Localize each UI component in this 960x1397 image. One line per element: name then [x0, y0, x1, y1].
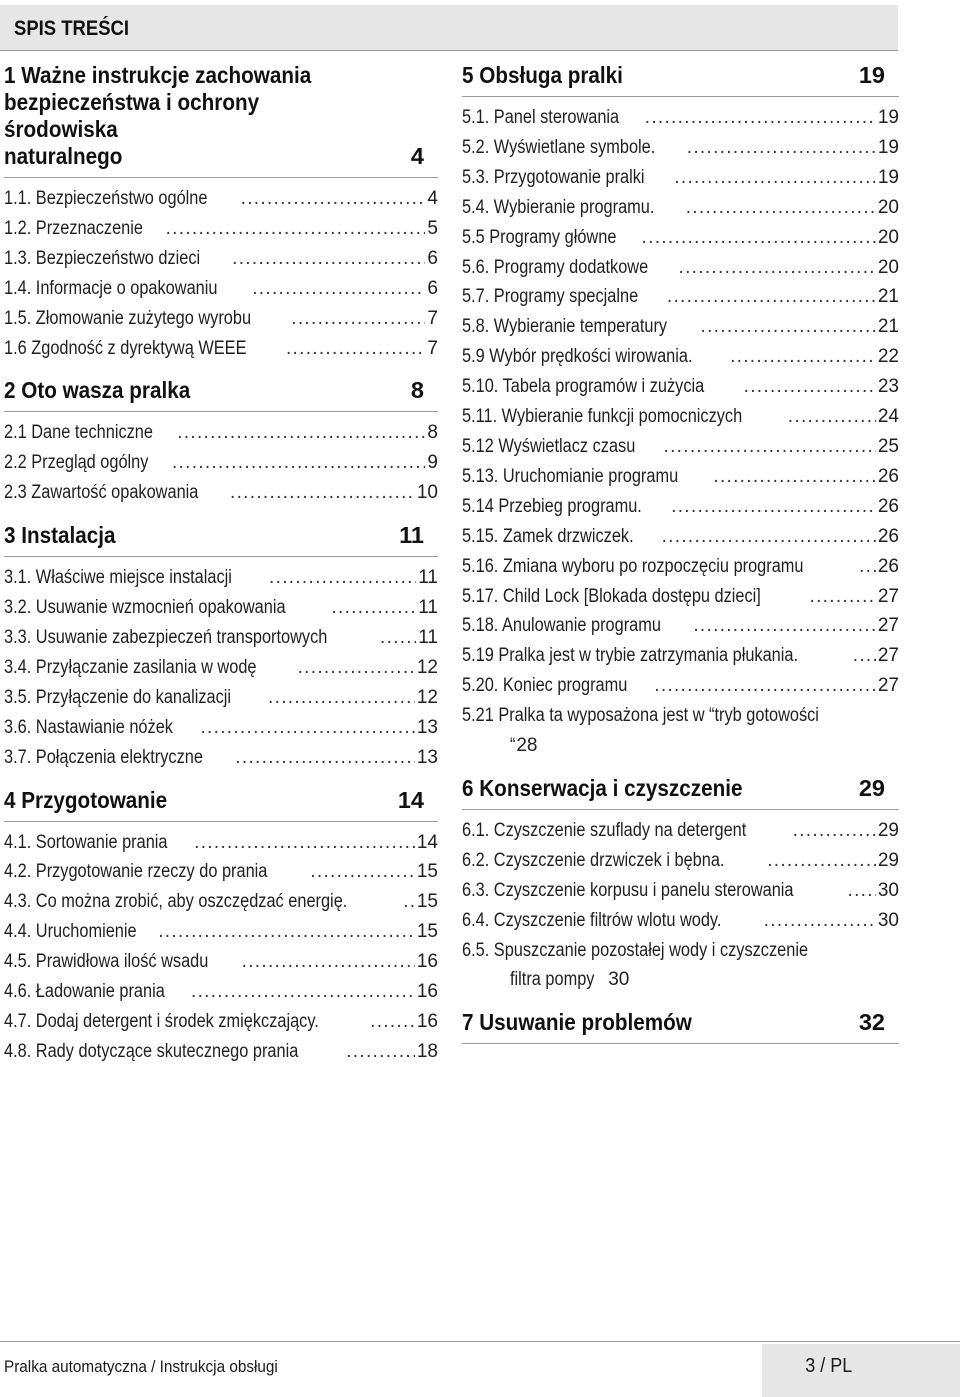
entry-label: 1.3. Bezpieczeństwo dzieci — [4, 247, 201, 269]
entry-page-number: 19 — [877, 166, 899, 188]
toc-entry[interactable] — [4, 917, 438, 947]
dot-leader — [679, 253, 876, 283]
toc-entry[interactable] — [462, 816, 899, 846]
entry-page-number: 25 — [877, 435, 899, 457]
section-heading[interactable] — [462, 1009, 899, 1044]
entry-page-number: 13 — [416, 746, 438, 768]
entry-label: 4.2. Przygotowanie rzeczy do prania — [4, 861, 268, 883]
entry-page-number: 29 — [877, 849, 899, 871]
section-title: 6 Konserwacja i czyszczenie — [462, 774, 743, 801]
entry-page-number: 15 — [416, 891, 438, 913]
entry-page-number: 16 — [416, 951, 438, 973]
toc-entry[interactable] — [462, 462, 899, 492]
toc-entry[interactable] — [4, 653, 438, 683]
toc-entry[interactable] — [4, 184, 438, 214]
entry-page-number: 30 — [877, 909, 899, 931]
dot-leader — [370, 1007, 415, 1037]
dot-leader — [767, 846, 876, 876]
entry-label: 5.4. Wybieranie programu. — [462, 196, 655, 218]
entry-page-number: 13 — [416, 716, 438, 738]
entry-page-number: 19 — [877, 136, 899, 158]
toc-entry[interactable] — [4, 448, 438, 478]
section-title: 4 Przygotowanie — [4, 786, 168, 813]
toc-entry[interactable] — [462, 552, 899, 582]
entry-label: 4.5. Prawidłowa ilość wsadu — [4, 951, 209, 973]
dot-leader — [667, 282, 876, 312]
entry-label: 1.6 Zgodność z dyrektywą WEEE — [4, 337, 247, 359]
toc-entry[interactable] — [462, 701, 899, 761]
entry-page-number: 14 — [416, 831, 438, 853]
entry-page-number: 11 — [418, 597, 438, 619]
toc-entry[interactable] — [4, 713, 438, 743]
dot-leader — [310, 857, 415, 887]
entry-page-number: 5 — [427, 217, 438, 239]
entry-page-number: 21 — [877, 286, 899, 308]
entry-page-number: 29 — [877, 819, 899, 841]
dot-leader — [232, 244, 425, 274]
toc-title: SPIS TREŚCI — [14, 17, 130, 40]
entry-page-number: 30 — [608, 969, 630, 991]
toc-right-column — [462, 62, 899, 1058]
footer-divider — [0, 1341, 960, 1342]
dot-leader — [194, 828, 415, 858]
entry-page-number: 4 — [427, 188, 438, 209]
toc-entry[interactable] — [462, 282, 899, 312]
toc-section — [4, 522, 438, 772]
dot-leader — [242, 947, 415, 977]
toc-section — [4, 787, 438, 1067]
entry-label: 5.3. Przygotowanie pralki — [462, 166, 645, 188]
footer-page-box — [762, 1344, 960, 1397]
toc-entry[interactable] — [4, 743, 438, 773]
entry-page-number: 30 — [877, 879, 899, 901]
toc-entry[interactable] — [4, 977, 438, 1007]
toc-entry[interactable] — [4, 947, 438, 977]
toc-entry[interactable] — [462, 253, 899, 283]
dot-leader — [847, 876, 875, 906]
toc-entry[interactable] — [462, 522, 899, 552]
toc-section — [4, 62, 438, 363]
section-heading[interactable] — [462, 775, 899, 810]
entry-label-continued: “ — [510, 735, 516, 757]
dot-leader — [687, 133, 876, 163]
entry-page-number: 19 — [877, 107, 899, 128]
dot-leader — [810, 582, 876, 612]
footer-page-number: 3 / PL — [804, 1355, 852, 1377]
dot-leader — [642, 223, 876, 253]
entry-page-number: 26 — [877, 465, 899, 487]
toc-entry[interactable] — [462, 342, 899, 372]
entry-page-number: 20 — [877, 256, 899, 278]
toc-entry[interactable] — [4, 1007, 438, 1037]
section-heading[interactable] — [4, 787, 438, 822]
toc-entry[interactable] — [462, 492, 899, 522]
entry-page-number: 26 — [877, 495, 899, 517]
dot-leader — [764, 906, 876, 936]
entry-label: 5.8. Wybieranie temperatury — [462, 316, 668, 338]
dot-leader — [191, 977, 415, 1007]
section-page-number: 8 — [410, 377, 424, 404]
entry-label: 2.3 Zawartość opakowania — [4, 482, 199, 504]
entry-page-number: 22 — [877, 346, 899, 368]
entry-label: 4.7. Dodaj detergent i środek zmiękczający. — [4, 1010, 319, 1032]
entry-page-number: 26 — [877, 525, 899, 547]
toc-header-bar — [0, 5, 898, 51]
toc-entry[interactable] — [4, 563, 438, 593]
entry-label: 6.3. Czyszczenie korpusu i panelu sterowania — [462, 879, 794, 901]
toc-entry[interactable] — [462, 611, 899, 641]
entry-page-number: 15 — [416, 861, 438, 883]
toc-entry[interactable] — [4, 623, 438, 653]
section-title: 3 Instalacja — [4, 522, 116, 549]
toc-entry[interactable] — [4, 334, 438, 364]
entry-label: 6.1. Czyszczenie szuflady na detergent — [462, 819, 747, 841]
dot-leader — [686, 193, 876, 223]
toc-entry[interactable] — [462, 103, 899, 133]
entry-page-number: 18 — [416, 1040, 438, 1062]
toc-entry[interactable] — [4, 214, 438, 244]
dot-leader — [671, 492, 876, 522]
toc-section — [462, 775, 899, 995]
section-page-number: 11 — [399, 522, 424, 549]
section-title: 5 Obsługa pralki — [462, 62, 623, 88]
toc-entry[interactable] — [462, 936, 899, 996]
dot-leader — [380, 623, 416, 653]
dot-leader — [793, 816, 876, 846]
entry-page-number: 21 — [877, 316, 899, 338]
section-page-number: 19 — [858, 62, 885, 88]
entry-page-number: 28 — [516, 735, 538, 757]
dot-leader — [693, 611, 876, 641]
entry-page-number: 27 — [877, 675, 899, 697]
entry-label: 5.11. Wybieranie funkcji pomocniczych — [462, 406, 743, 428]
entry-page-number: 6 — [427, 277, 438, 299]
entry-label: 6.4. Czyszczenie filtrów wlotu wody. — [462, 909, 722, 931]
entry-label: 5.19 Pralka jest w trybie zatrzymania płukania. — [462, 645, 799, 667]
toc-entry[interactable] — [462, 671, 899, 701]
entry-page-number: 26 — [877, 555, 899, 577]
entry-page-number: 12 — [416, 686, 438, 708]
entry-label: 5.6. Programy dodatkowe — [462, 256, 649, 278]
entry-label: 1.4. Informacje o opakowaniu — [4, 277, 218, 299]
toc-entry[interactable] — [462, 641, 899, 671]
entry-label: 5.16. Zmiana wyboru po rozpoczęciu programu — [462, 555, 804, 577]
entry-page-number: 9 — [427, 452, 438, 474]
toc-entry[interactable] — [462, 312, 899, 342]
entry-label: 5.12 Wyświetlacz czasu — [462, 435, 636, 457]
entry-label: 3.3. Usuwanie zabezpieczeń transportowych — [4, 626, 328, 648]
dot-leader — [744, 372, 876, 402]
toc-entry[interactable] — [462, 163, 899, 193]
dot-leader — [403, 887, 415, 917]
dot-leader — [346, 1037, 415, 1067]
toc-entry[interactable] — [4, 887, 438, 917]
dot-leader — [331, 593, 416, 623]
section-title: 7 Usuwanie problemów — [462, 1009, 692, 1036]
dot-leader — [645, 103, 876, 133]
entry-label: 5.20. Koniec programu — [462, 675, 628, 697]
dot-leader — [172, 448, 425, 478]
entry-page-number: 7 — [427, 307, 438, 329]
toc-left-column — [4, 62, 438, 1081]
section-title: 2 Oto wasza pralka — [4, 377, 191, 404]
entry-label: 6.2. Czyszczenie drzwiczek i bębna. — [462, 849, 725, 871]
entry-label: 5.13. Uruchomianie programu — [462, 465, 679, 487]
entry-page-number: 8 — [427, 422, 438, 444]
dot-leader — [654, 671, 876, 701]
section-page-number: 29 — [858, 774, 885, 801]
entry-continuation — [462, 965, 899, 995]
entry-label: 3.5. Przyłączenie do kanalizacji — [4, 686, 232, 708]
entry-page-number: 10 — [416, 482, 438, 504]
footer-document-title: Pralka automatyczna / Instrukcja obsługi — [4, 1357, 278, 1376]
dot-leader — [269, 563, 416, 593]
dot-leader — [662, 522, 876, 552]
entry-label: 2.1 Dane techniczne — [4, 422, 153, 444]
toc-entry[interactable] — [462, 876, 899, 906]
dot-leader — [853, 641, 876, 671]
toc-entry[interactable] — [462, 223, 899, 253]
entry-label: 3.4. Przyłączanie zasilania w wodę — [4, 656, 257, 678]
section-heading[interactable] — [4, 62, 438, 178]
section-title: 1 Ważne instrukcje zachowania bezpieczeństwa i ochrony środowiska naturalnego — [4, 62, 312, 169]
dot-leader — [241, 184, 426, 214]
entry-label: 5.10. Tabela programów i zużycia — [462, 376, 705, 398]
entry-label-continued: filtra pompy — [510, 969, 595, 991]
entry-page-number: 27 — [877, 585, 899, 607]
toc-entry[interactable] — [462, 372, 899, 402]
toc-entry[interactable] — [4, 593, 438, 623]
entry-label: 1.5. Złomowanie zużytego wyrobu — [4, 307, 252, 329]
entry-label: 5.1. Panel sterowania — [462, 107, 620, 128]
toc-section — [462, 62, 899, 761]
dot-leader — [286, 334, 425, 364]
dot-leader — [252, 274, 425, 304]
entry-label: 5.17. Child Lock [Blokada dostępu dzieci] — [462, 585, 761, 607]
entry-label: 4.8. Rady dotyczące skutecznego prania — [4, 1040, 299, 1062]
dot-leader — [664, 432, 876, 462]
toc-entry[interactable] — [4, 418, 438, 448]
entry-page-number: 7 — [427, 337, 438, 359]
toc-entry[interactable] — [462, 906, 899, 936]
entry-label: 1.2. Przeznaczenie — [4, 217, 143, 239]
dot-leader — [166, 214, 426, 244]
entry-page-number: 15 — [416, 921, 438, 943]
entry-label: 4.6. Ładowanie prania — [4, 981, 165, 1003]
toc-entry[interactable] — [4, 828, 438, 858]
dot-leader — [177, 418, 425, 448]
toc-entry[interactable] — [4, 857, 438, 887]
entry-page-number: 20 — [877, 226, 899, 248]
entry-label: 3.6. Nastawianie nóżek — [4, 716, 173, 738]
entry-label: 3.1. Właściwe miejsce instalacji — [4, 567, 232, 589]
entry-label: 5.7. Programy specjalne — [462, 286, 639, 308]
entry-page-number: 23 — [877, 376, 899, 398]
entry-page-number: 11 — [418, 567, 438, 589]
toc-entry[interactable] — [4, 244, 438, 274]
dot-leader — [235, 743, 415, 773]
entry-continuation — [462, 731, 899, 761]
entry-label: 5.2. Wyświetlane symbole. — [462, 136, 656, 158]
entry-page-number: 6 — [427, 247, 438, 269]
dot-leader — [268, 683, 415, 713]
section-heading[interactable] — [462, 62, 899, 97]
dot-leader — [158, 917, 415, 947]
entry-label: 3.2. Usuwanie wzmocnień opakowania — [4, 597, 286, 619]
dot-leader — [859, 552, 876, 582]
toc-entry[interactable] — [4, 683, 438, 713]
entry-label: 5.21 Pralka ta wyposażona jest w “tryb gotowości — [462, 705, 819, 727]
toc-entry[interactable] — [4, 274, 438, 304]
toc-entry[interactable] — [462, 402, 899, 432]
entry-label: 2.2 Przegląd ogólny — [4, 452, 149, 474]
dot-leader — [713, 462, 876, 492]
entry-page-number: 16 — [416, 1010, 438, 1032]
dot-leader — [291, 304, 425, 334]
entry-label: 5.9 Wybór prędkości wirowania. — [462, 346, 693, 368]
entry-page-number: 20 — [877, 196, 899, 218]
entry-page-number: 27 — [877, 645, 899, 667]
entry-page-number: 16 — [416, 981, 438, 1003]
section-page-number: 4 — [410, 143, 424, 169]
dot-leader — [298, 653, 415, 683]
dot-leader — [788, 402, 876, 432]
toc-entry[interactable] — [462, 582, 899, 612]
section-page-number: 14 — [397, 786, 424, 813]
entry-label: 6.5. Spuszczanie pozostałej wody i czyszczenie — [462, 939, 809, 961]
entry-label: 5.18. Anulowanie programu — [462, 615, 661, 637]
entry-label: 4.4. Uruchomienie — [4, 921, 137, 943]
entry-label: 3.7. Połączenia elektryczne — [4, 746, 203, 768]
entry-page-number: 27 — [877, 615, 899, 637]
toc-section — [462, 1009, 899, 1044]
dot-leader — [701, 312, 876, 342]
toc-entry[interactable] — [4, 1037, 438, 1067]
section-page-number: 32 — [858, 1009, 885, 1036]
entry-page-number: 24 — [877, 406, 899, 428]
toc-entry[interactable] — [462, 846, 899, 876]
entry-label: 4.3. Co można zrobić, aby oszczędzać energię. — [4, 891, 348, 913]
dot-leader — [200, 713, 414, 743]
dot-leader — [730, 342, 876, 372]
entry-label: 5.5 Programy główne — [462, 226, 617, 248]
entry-label: 4.1. Sortowanie prania — [4, 831, 168, 853]
dot-leader — [674, 163, 876, 193]
section-heading[interactable] — [4, 377, 438, 412]
entry-label: 5.14 Przebieg programu. — [462, 495, 642, 517]
toc-entry[interactable] — [4, 304, 438, 334]
entry-page-number: 11 — [418, 626, 438, 648]
toc-entry[interactable] — [462, 432, 899, 462]
dot-leader — [230, 478, 415, 508]
entry-page-number: 12 — [416, 656, 438, 678]
toc-entry[interactable] — [462, 193, 899, 223]
toc-entry[interactable] — [4, 478, 438, 508]
section-heading[interactable] — [4, 522, 438, 557]
toc-entry[interactable] — [462, 133, 899, 163]
toc-section — [4, 377, 438, 508]
entry-label: 1.1. Bezpieczeństwo ogólne — [4, 188, 208, 209]
entry-label: 5.15. Zamek drzwiczek. — [462, 525, 634, 547]
